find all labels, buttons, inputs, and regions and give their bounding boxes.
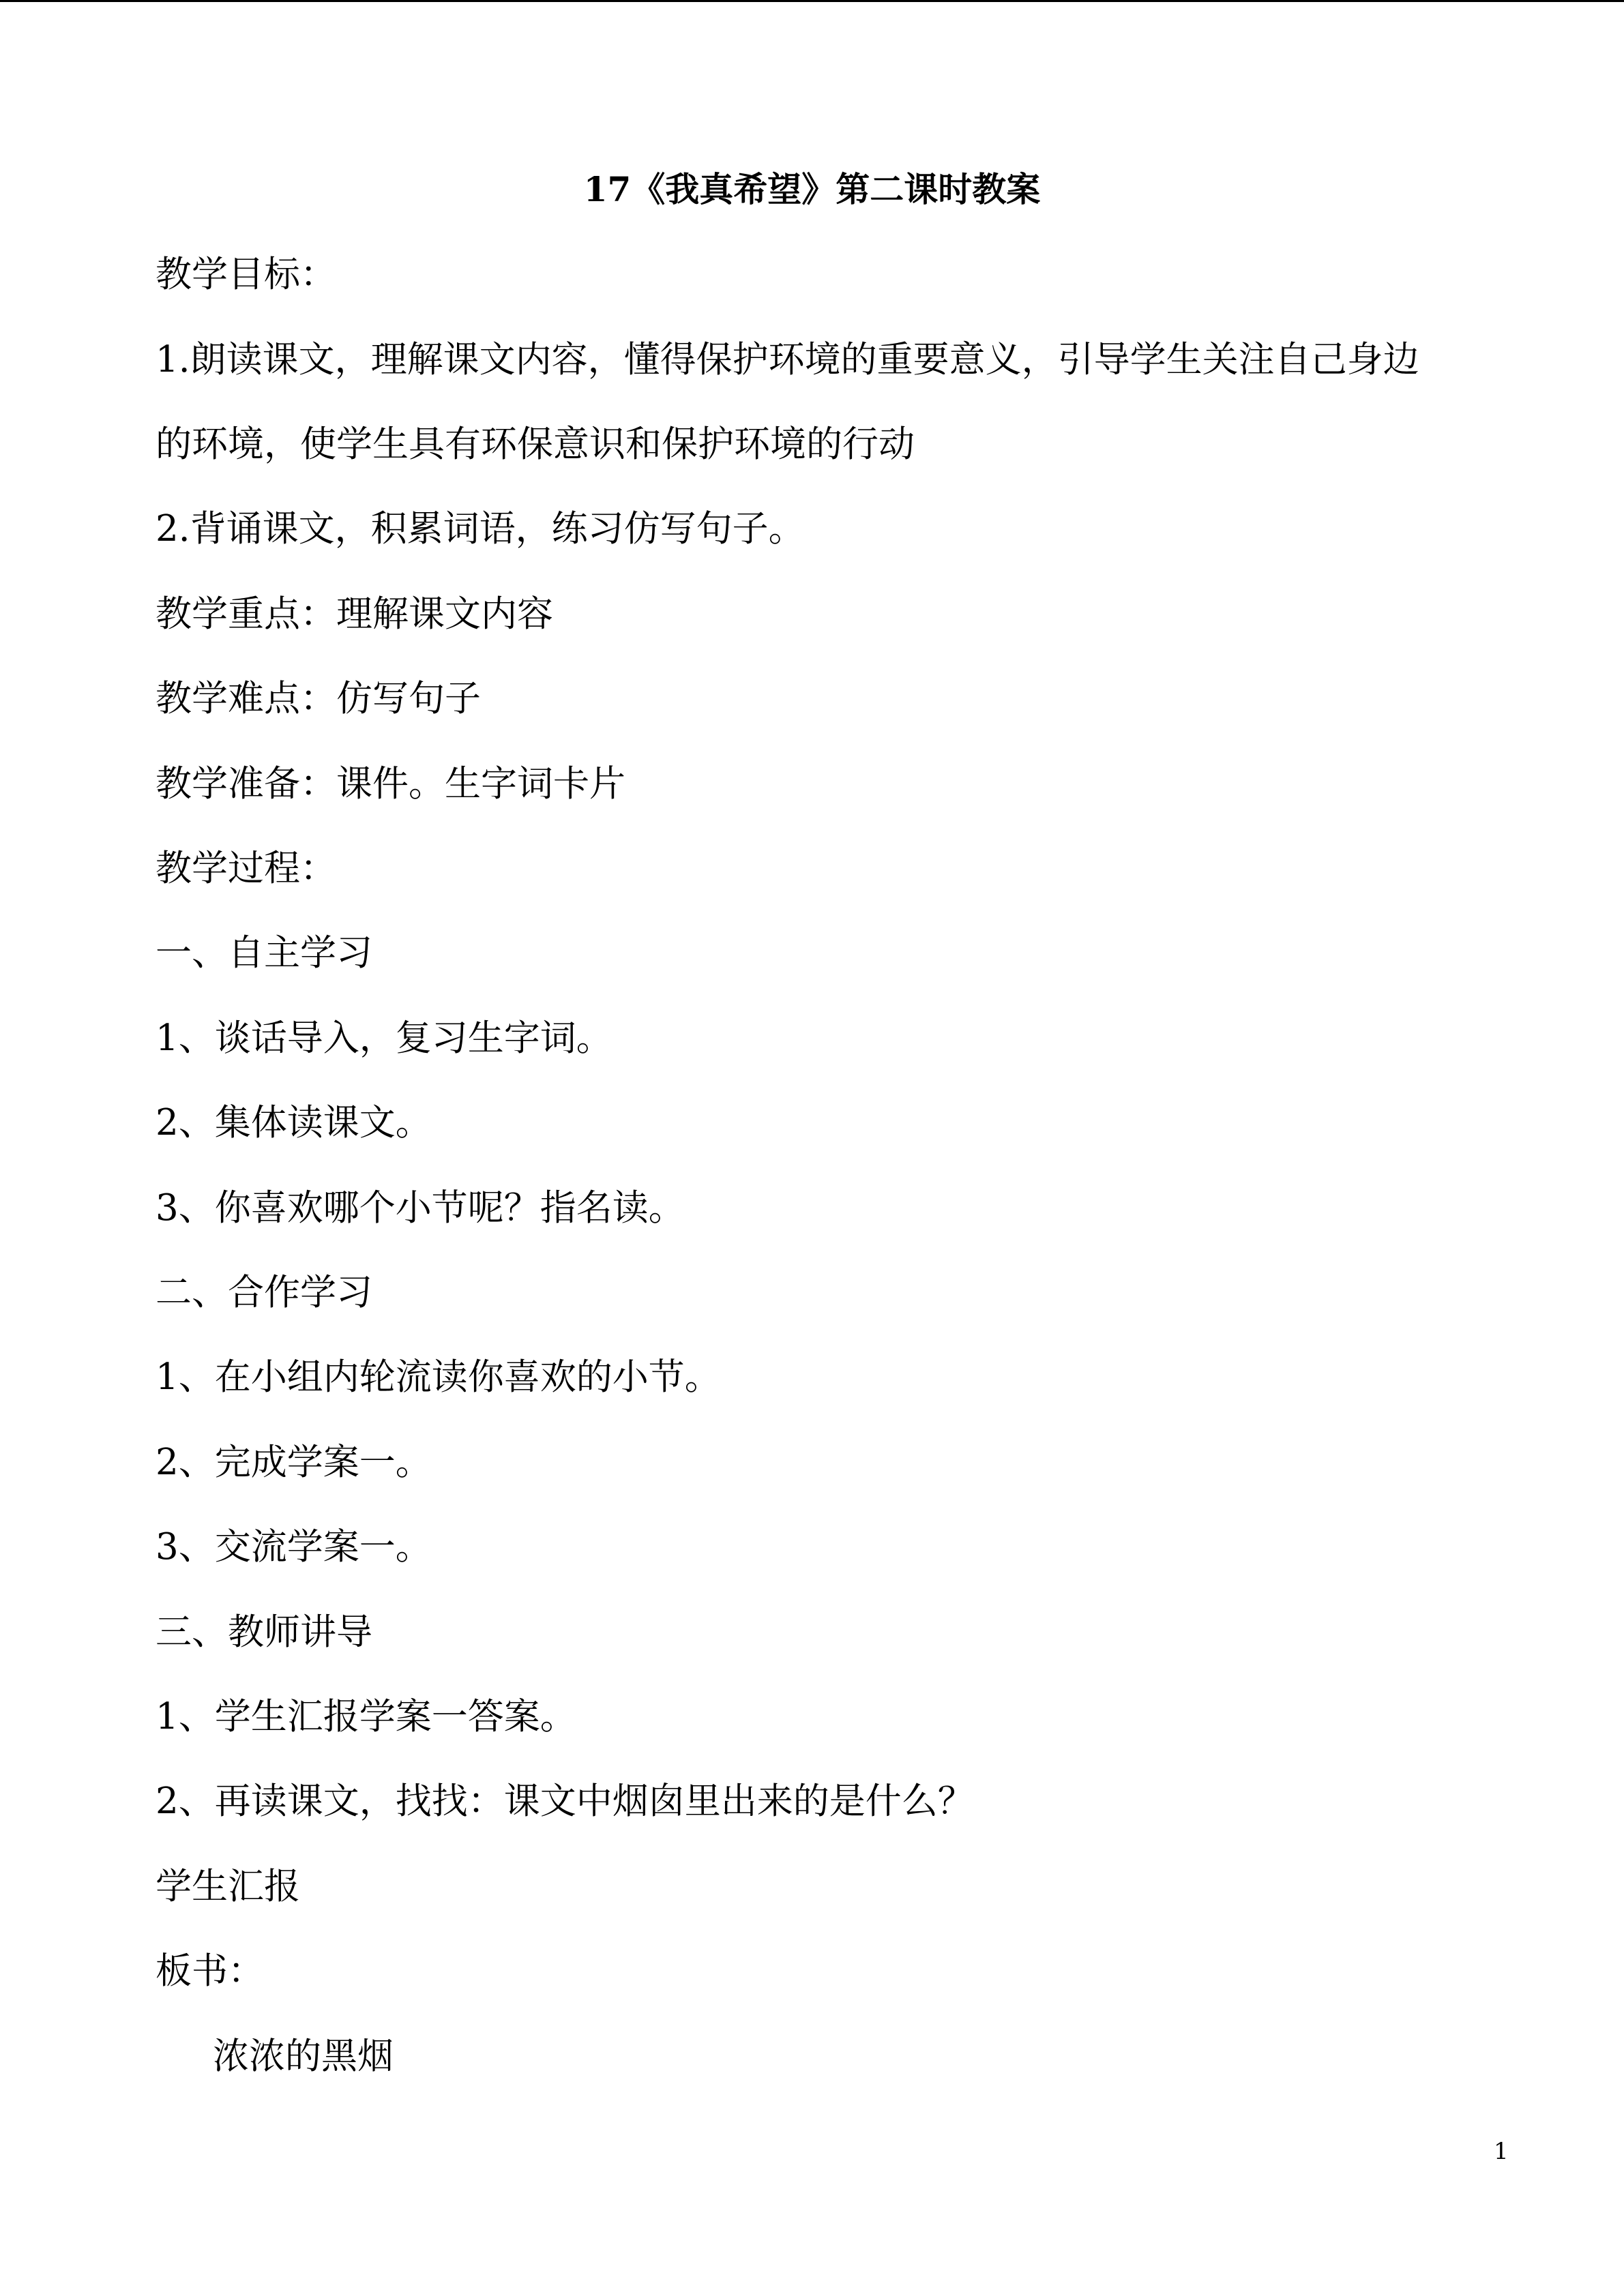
objective-1-line-1: 1.朗读课文，理解课文内容，懂得保护环境的重要意义，引导学生关注自己身边 [156,339,1419,381]
step-heading-cooperative-study: 二、合作学习 [156,1272,372,1313]
blackboard-item: 浓浓的黑烟 [213,2036,394,2077]
list-item: 2、再读课文，找找：课文中烟囱里出来的是什么？ [156,1780,974,1822]
difficult-point: 教学难点：仿写句子 [156,678,481,719]
page-number: 1 [1494,2138,1509,2165]
section-heading-objectives: 教学目标： [156,254,336,295]
objective-2: 2.背诵课文，积累词语，练习仿写句子。 [156,508,805,550]
list-item: 3、你喜欢哪个小节呢？指名读。 [156,1187,685,1229]
preparation: 教学准备：课件。生字词卡片 [156,763,625,805]
list-item: 1、在小组内轮流读你喜欢的小节。 [156,1356,721,1398]
list-item: 3、交流学案一。 [156,1526,432,1568]
list-item: 2、完成学案一。 [156,1442,432,1483]
step-heading-teacher-guidance: 三、教师讲导 [156,1611,372,1653]
list-item: 1、学生汇报学案一答案。 [156,1696,576,1738]
list-item: 1、谈话导入，复习生字词。 [156,1017,612,1059]
step-heading-self-study: 一、自主学习 [156,932,372,974]
section-heading-process: 教学过程： [156,848,336,889]
list-item: 2、集体读课文。 [156,1102,432,1144]
document-title: 17《我真希望》第二课时教案 [583,169,1041,209]
blackboard-label: 板书： [156,1950,264,1992]
key-point: 教学重点：理解课文内容 [156,593,553,635]
objective-1-line-2: 的环境，使学生具有环保意识和保护环境的行动 [156,423,915,465]
student-report: 学生汇报 [156,1866,300,1907]
